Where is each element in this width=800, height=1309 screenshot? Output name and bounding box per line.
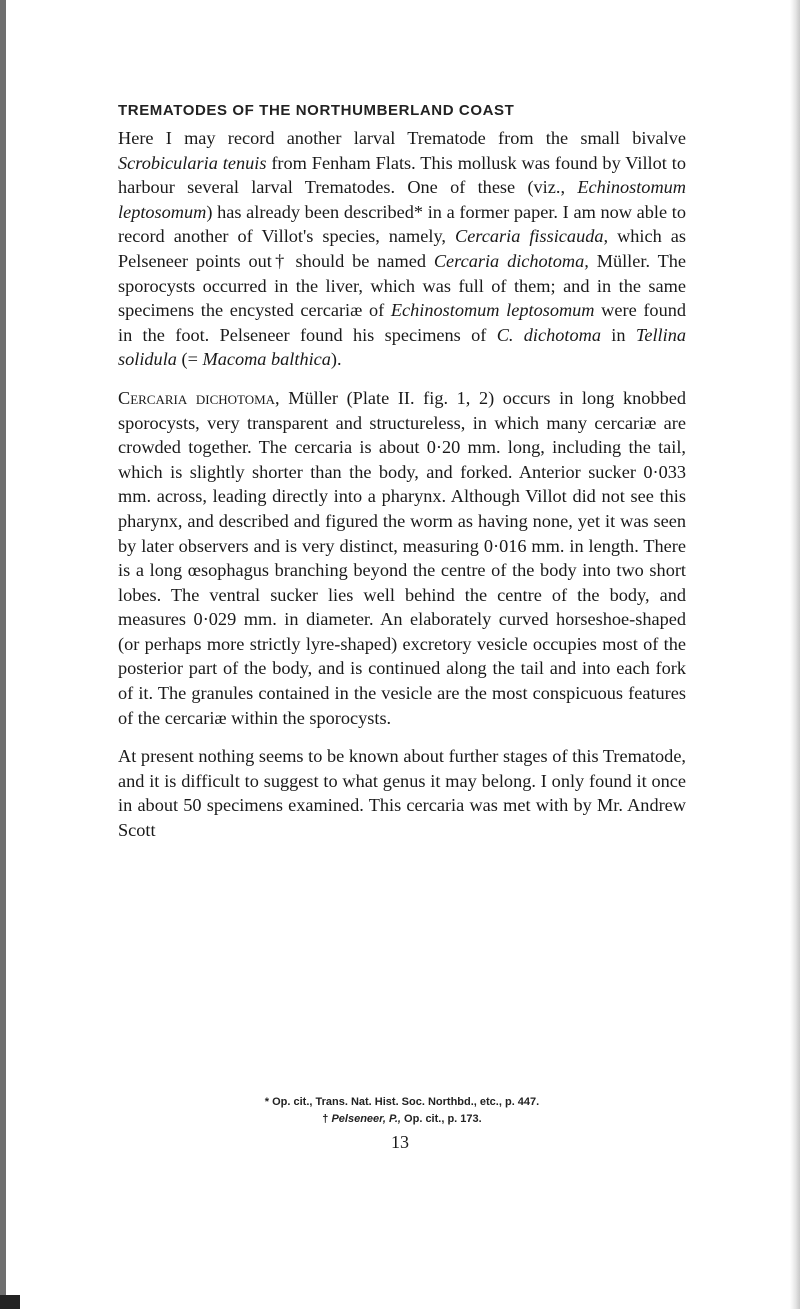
paragraph-3: At present nothing seems to be known about further stages of this Trematode, and it is difficult to suggest to what genus it may belong. I only found it once in about 50 specimens examined. This cercaria was met with by Mr. Andrew Scott	[118, 746, 686, 841]
running-head: TREMATODES OF THE NORTHUMBERLAND COAST	[118, 102, 515, 119]
paragraph-1	[118, 126, 686, 372]
species-name: Cercaria dichotoma,	[433, 250, 589, 271]
text-run: in	[600, 324, 636, 345]
paragraph-2	[118, 386, 686, 730]
page-edge-bottom	[0, 1295, 20, 1309]
species-name: C. dichotoma	[496, 324, 601, 345]
text-run: Müller. The sporocysts occurred in the liver, which was full of them; and in the same specimens the encysted cercariæ of	[118, 250, 686, 321]
species-name: Macoma balthica	[202, 349, 331, 370]
text-run: Müller (Plate II. fig. 1, 2) occurs in long knobbed sporocysts, very transparent and structureless, in which many cercariæ are crowded together. The cercaria is about 0·20 mm. long, including the tail, which is slightly shorter than the body, and forked. Anterior sucker 0·033 mm. across, leading directly into a pharynx. Although Villot did not see this pharynx, and described and figured the worm as having none, yet it was seen by later observers and is very distinct, measuring 0·016 mm. in length. There is a long œsophagus branching beyond the centre of the body into two short lobes. The ventral sucker lies well behind the centre of the body, and measures 0·029 mm. in diameter. An elaborately curved horseshoe-shaped (or perhaps more strictly lyre-shaped) excretory vesicle occupies most of the posterior part of the body, and is continued along the tail and into each fork of it. The granules contained in the vesicle are the most conspicuous features of the cercariæ within the sporocysts.	[118, 387, 686, 728]
species-name: Echinostomum leptosomum	[390, 300, 595, 321]
text-run: ) has already been described* in a former paper. I am now able to record another of Villot's species, namely,	[118, 201, 686, 247]
page-edge-left	[0, 0, 6, 1309]
footnotes	[118, 1096, 686, 1130]
page-number: 13	[391, 1132, 409, 1152]
species-name: Echinostomum leptosomum	[118, 177, 686, 222]
species-name: Tellina solidula	[118, 324, 686, 370]
text-run: ).	[330, 349, 342, 370]
footnote-author: Pelseneer, P.,	[331, 1113, 401, 1125]
page-edge-right	[790, 0, 800, 1309]
section-lead-term: Cercaria dichotoma,	[118, 387, 280, 408]
footnote-mark: †	[322, 1113, 332, 1125]
text-run: were found in the foot. Pelseneer found his specimens of	[118, 300, 686, 345]
body-text	[118, 126, 686, 857]
text-run: from Fenham Flats. This mollusk was found by Villot to harbour several larval Trematodes. One of these (viz.,	[118, 152, 686, 198]
footnote-2	[118, 1113, 686, 1125]
species-name: Cercaria fissicauda,	[455, 226, 609, 247]
text-run: Op. cit., p. 173.	[401, 1113, 482, 1125]
text-run: which as Pelseneer points out† should be named	[118, 226, 686, 271]
text-run: (=	[176, 349, 203, 370]
footnote-1: * Op. cit., Trans. Nat. Hist. Soc. Northbd., etc., p. 447.	[264, 1096, 540, 1108]
species-name: Scrobicularia tenuis	[118, 152, 267, 173]
text-run: Here I may record another larval Trematode from the small bivalve	[118, 128, 686, 148]
